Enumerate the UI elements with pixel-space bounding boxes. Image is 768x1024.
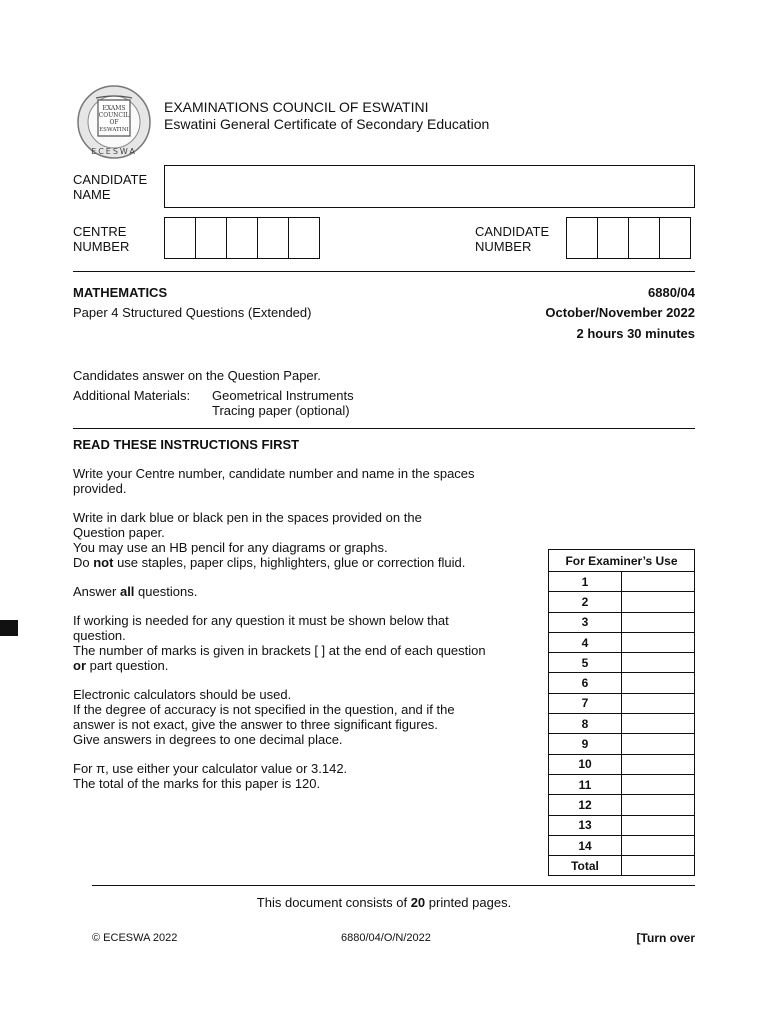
candidate-digit-box[interactable] bbox=[628, 217, 660, 259]
mark-cell[interactable] bbox=[622, 612, 695, 632]
instruction-line: Give answers in degrees to one decimal place. bbox=[73, 732, 343, 747]
mark-cell[interactable] bbox=[622, 632, 695, 652]
examiner-table-heading: For Examiner’s Use bbox=[549, 550, 695, 572]
turn-over: [Turn over bbox=[636, 931, 695, 945]
question-number: 8 bbox=[549, 714, 622, 734]
question-number: 11 bbox=[549, 774, 622, 794]
examiner-row bbox=[549, 795, 695, 815]
examiner-row bbox=[549, 653, 695, 673]
paper-code: 6880/04 bbox=[648, 285, 695, 300]
candidate-digit-box[interactable] bbox=[659, 217, 691, 259]
candidate-number-boxes bbox=[566, 217, 691, 259]
centre-digit-box[interactable] bbox=[226, 217, 258, 259]
page-edge-marker bbox=[0, 620, 18, 636]
mark-cell[interactable] bbox=[622, 592, 695, 612]
instruction-line: Question paper. bbox=[73, 525, 165, 540]
subject: MATHEMATICS bbox=[73, 285, 168, 300]
mark-cell[interactable] bbox=[622, 795, 695, 815]
examiner-row bbox=[549, 774, 695, 794]
org-name: EXAMINATIONS COUNCIL OF ESWATINI bbox=[164, 99, 429, 115]
question-number: 12 bbox=[549, 795, 622, 815]
question-number: 4 bbox=[549, 632, 622, 652]
question-number: 5 bbox=[549, 653, 622, 673]
session: October/November 2022 bbox=[545, 305, 695, 320]
examiner-use-table bbox=[548, 549, 695, 876]
examiner-row bbox=[549, 754, 695, 774]
mark-cell[interactable] bbox=[622, 653, 695, 673]
instruction-line: Do not use staples, paper clips, highlighters, glue or correction fluid. bbox=[73, 555, 466, 570]
examiner-row bbox=[549, 815, 695, 835]
examiner-row bbox=[549, 693, 695, 713]
question-number: 7 bbox=[549, 693, 622, 713]
instruction-line: The total of the marks for this paper is 120. bbox=[73, 776, 321, 791]
instruction-line: Answer all questions. bbox=[73, 584, 198, 599]
centre-digit-box[interactable] bbox=[195, 217, 227, 259]
label-line: CANDIDATE bbox=[475, 224, 550, 239]
instruction-line: For π, use either your calculator value or 3.142. bbox=[73, 761, 348, 776]
candidate-number-label bbox=[475, 224, 549, 254]
question-number: 14 bbox=[549, 835, 622, 855]
answer-on-paper: Candidates answer on the Question Paper. bbox=[73, 368, 321, 383]
centre-number-boxes bbox=[164, 217, 320, 259]
examiner-row bbox=[549, 714, 695, 734]
examiner-row bbox=[549, 572, 695, 592]
candidate-name-field[interactable] bbox=[164, 165, 695, 208]
mark-cell[interactable] bbox=[622, 673, 695, 693]
instruction-line: provided. bbox=[73, 481, 127, 496]
mark-cell[interactable] bbox=[622, 693, 695, 713]
examiner-row bbox=[549, 592, 695, 612]
mark-cell[interactable] bbox=[622, 754, 695, 774]
question-number: 3 bbox=[549, 612, 622, 632]
material-item: Tracing paper (optional) bbox=[212, 403, 350, 418]
instructions-heading: READ THESE INSTRUCTIONS FIRST bbox=[73, 437, 300, 452]
label-line: CENTRE bbox=[73, 224, 127, 239]
examiner-row bbox=[549, 734, 695, 754]
label-line: NUMBER bbox=[475, 239, 532, 254]
mark-cell[interactable] bbox=[622, 835, 695, 855]
label-line: NAME bbox=[73, 187, 111, 202]
centre-digit-box[interactable] bbox=[164, 217, 196, 259]
instructions-body bbox=[73, 466, 513, 791]
paper-title: Paper 4 Structured Questions (Extended) bbox=[73, 305, 312, 320]
candidate-digit-box[interactable] bbox=[597, 217, 629, 259]
instruction-line: Write your Centre number, candidate number and name in the spaces bbox=[73, 466, 475, 481]
duration: 2 hours 30 minutes bbox=[576, 326, 695, 341]
examiner-row bbox=[549, 835, 695, 855]
svg-text:EXAMS: EXAMS bbox=[102, 105, 126, 112]
instruction-line: or part question. bbox=[73, 658, 169, 673]
svg-text:ECESWA: ECESWA bbox=[91, 147, 137, 156]
question-number: 1 bbox=[549, 572, 622, 592]
question-number: Total bbox=[549, 856, 622, 876]
mark-cell[interactable] bbox=[622, 714, 695, 734]
candidate-digit-box[interactable] bbox=[566, 217, 598, 259]
divider bbox=[92, 885, 695, 886]
centre-digit-box[interactable] bbox=[288, 217, 320, 259]
examiner-row bbox=[549, 673, 695, 693]
certificate-name: Eswatini General Certificate of Secondary Education bbox=[164, 116, 490, 132]
instruction-line: question. bbox=[73, 628, 126, 643]
examiner-row bbox=[549, 856, 695, 876]
question-number: 13 bbox=[549, 815, 622, 835]
candidate-name-label bbox=[73, 172, 147, 202]
label-line: CANDIDATE bbox=[73, 172, 148, 187]
svg-text:ESWATINI: ESWATINI bbox=[99, 127, 129, 133]
instruction-line: If working is needed for any question it must be shown below that bbox=[73, 613, 449, 628]
instruction-line: If the degree of accuracy is not specified in the question, and if the bbox=[73, 702, 455, 717]
material-item: Geometrical Instruments bbox=[212, 388, 354, 403]
mark-cell[interactable] bbox=[622, 774, 695, 794]
svg-text:COUNCIL: COUNCIL bbox=[98, 112, 130, 119]
divider bbox=[73, 428, 695, 429]
instruction-line: You may use an HB pencil for any diagrams or graphs. bbox=[73, 540, 388, 555]
centre-digit-box[interactable] bbox=[257, 217, 289, 259]
materials-label: Additional Materials: bbox=[73, 388, 191, 403]
question-number: 10 bbox=[549, 754, 622, 774]
mark-cell[interactable] bbox=[622, 815, 695, 835]
svg-text:OF: OF bbox=[109, 119, 119, 126]
mark-cell[interactable] bbox=[622, 856, 695, 876]
question-number: 2 bbox=[549, 592, 622, 612]
label-line: NUMBER bbox=[73, 239, 130, 254]
divider bbox=[73, 271, 695, 272]
question-number: 6 bbox=[549, 673, 622, 693]
instruction-line: Write in dark blue or black pen in the spaces provided on the bbox=[73, 510, 422, 525]
mark-cell[interactable] bbox=[622, 572, 695, 592]
examiner-row bbox=[549, 612, 695, 632]
instruction-line: Electronic calculators should be used. bbox=[73, 687, 292, 702]
centre-number-label bbox=[73, 224, 129, 254]
instruction-line: The number of marks is given in brackets [ ] at the end of each question bbox=[73, 643, 486, 658]
mark-cell[interactable] bbox=[622, 734, 695, 754]
page-count: This document consists of 20 printed pages. bbox=[256, 895, 512, 910]
paper-reference: 6880/04/O/N/2022 bbox=[341, 932, 431, 944]
eceswa-logo bbox=[76, 84, 152, 160]
examiner-row bbox=[549, 632, 695, 652]
instruction-line: answer is not exact, give the answer to three significant figures. bbox=[73, 717, 438, 732]
question-number: 9 bbox=[549, 734, 622, 754]
copyright: © ECESWA 2022 bbox=[92, 932, 178, 944]
